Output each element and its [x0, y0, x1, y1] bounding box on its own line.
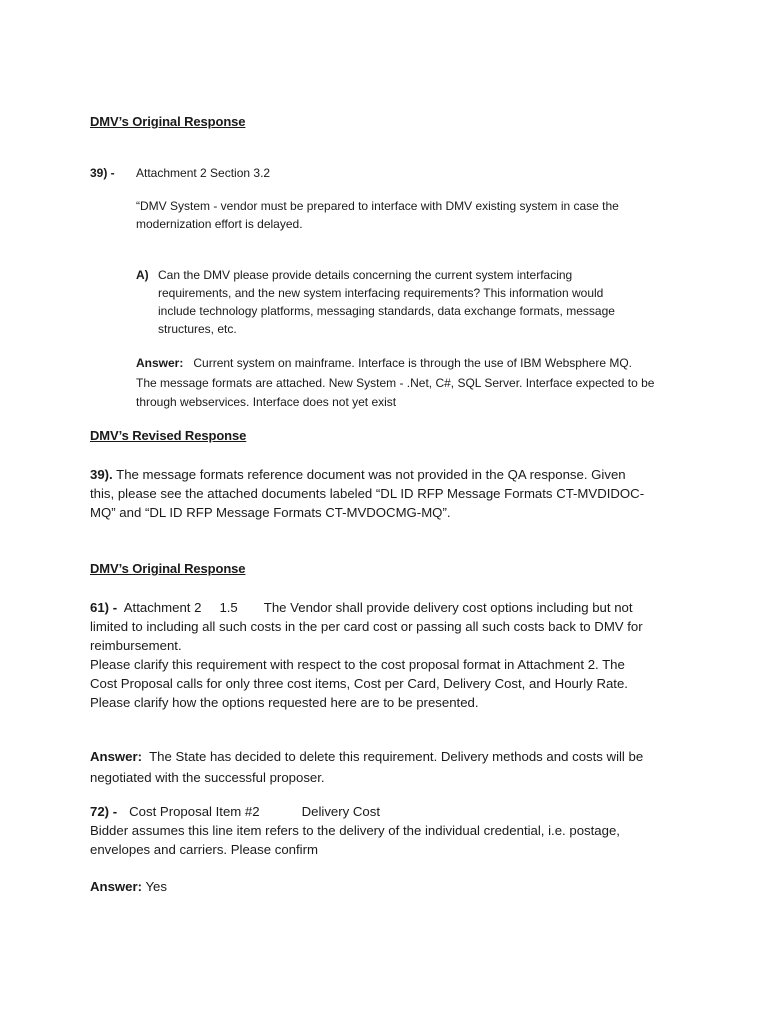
text-line: Bidder assumes this line item refers to the delivery of the individual credential, i.e. postage, — [90, 823, 620, 838]
answer-label: Answer: — [90, 749, 143, 764]
text-line: reimbursement. — [90, 638, 182, 653]
original-response-heading: DMV’s Original Response — [90, 114, 246, 129]
text-line: The message formats are attached. New System - .Net, C#, SQL Server. Interface expected to be — [136, 375, 655, 390]
text-line: Please clarify this requirement with respect to the cost proposal format in Attachment 2. The — [90, 657, 625, 672]
item-question — [158, 266, 615, 338]
question-reference: Attachment 2 Section 3.2 — [136, 166, 271, 180]
answer-label: Answer: — [90, 879, 143, 894]
text-line: this, please see the attached documents labeled “DL ID RFP Message Formats CT-MVDIDOC- — [90, 486, 645, 501]
answer-block — [90, 746, 643, 788]
text-line: Cost Proposal calls for only three cost items, Cost per Card, Delivery Cost, and Hourly Rate. — [90, 676, 628, 691]
section-number: 1.5 — [219, 600, 238, 615]
question-topic: Delivery Cost — [301, 804, 381, 819]
text-line: MQ” and “DL ID RFP Message Formats CT-MVDOCMG-MQ”. — [90, 505, 451, 520]
text-line: include technology platforms, messaging standards, data exchange formats, message — [158, 304, 615, 318]
question-72 — [90, 802, 620, 859]
revised-response-text — [90, 465, 644, 522]
text-line: modernization effort is delayed. — [136, 217, 303, 231]
original-response-heading: DMV’s Original Response — [90, 561, 246, 576]
question-reference: Attachment 2 — [123, 600, 202, 615]
item-label: A) — [136, 268, 149, 282]
text-line: structures, etc. — [158, 322, 237, 336]
answer-text: Yes — [145, 879, 167, 894]
answer-text: Current system on mainframe. Interface is through the use of IBM Websphere MQ. — [193, 356, 632, 370]
question-reference: Cost Proposal Item #2 — [129, 804, 260, 819]
text-line: “DMV System - vendor must be prepared to interface with DMV existing system in case the — [136, 199, 619, 213]
text-line: envelopes and carriers. Please confirm — [90, 842, 318, 857]
revised-number: 39). — [90, 467, 113, 482]
answer-block — [136, 354, 654, 413]
question-number: 72) - — [90, 804, 118, 819]
text-line: limited to including all such costs in the per card cost or passing all such costs back to DMV for — [90, 619, 643, 634]
question-number: 39) - — [90, 166, 115, 180]
text-line: The Vendor shall provide delivery cost options including but not — [263, 600, 633, 615]
text-line: requirements, and the new system interfacing requirements? This information would — [158, 286, 604, 300]
text-line: Please clarify how the options requested here are to be presented. — [90, 695, 479, 710]
text-line: negotiated with the successful proposer. — [90, 770, 325, 785]
revised-response-heading: DMV’s Revised Response — [90, 428, 247, 443]
answer-block — [90, 877, 167, 896]
question-61 — [90, 598, 643, 712]
quoted-requirement — [136, 197, 619, 233]
question-number: 61) - — [90, 600, 118, 615]
answer-text: The State has decided to delete this requirement. Delivery methods and costs will be — [149, 749, 644, 764]
text-line: Can the DMV please provide details concerning the current system interfacing — [158, 268, 573, 282]
answer-label: Answer: — [136, 356, 184, 370]
text-line: The message formats reference document was not provided in the QA response. Given — [116, 467, 626, 482]
text-line: through webservices. Interface does not yet exist — [136, 395, 397, 409]
